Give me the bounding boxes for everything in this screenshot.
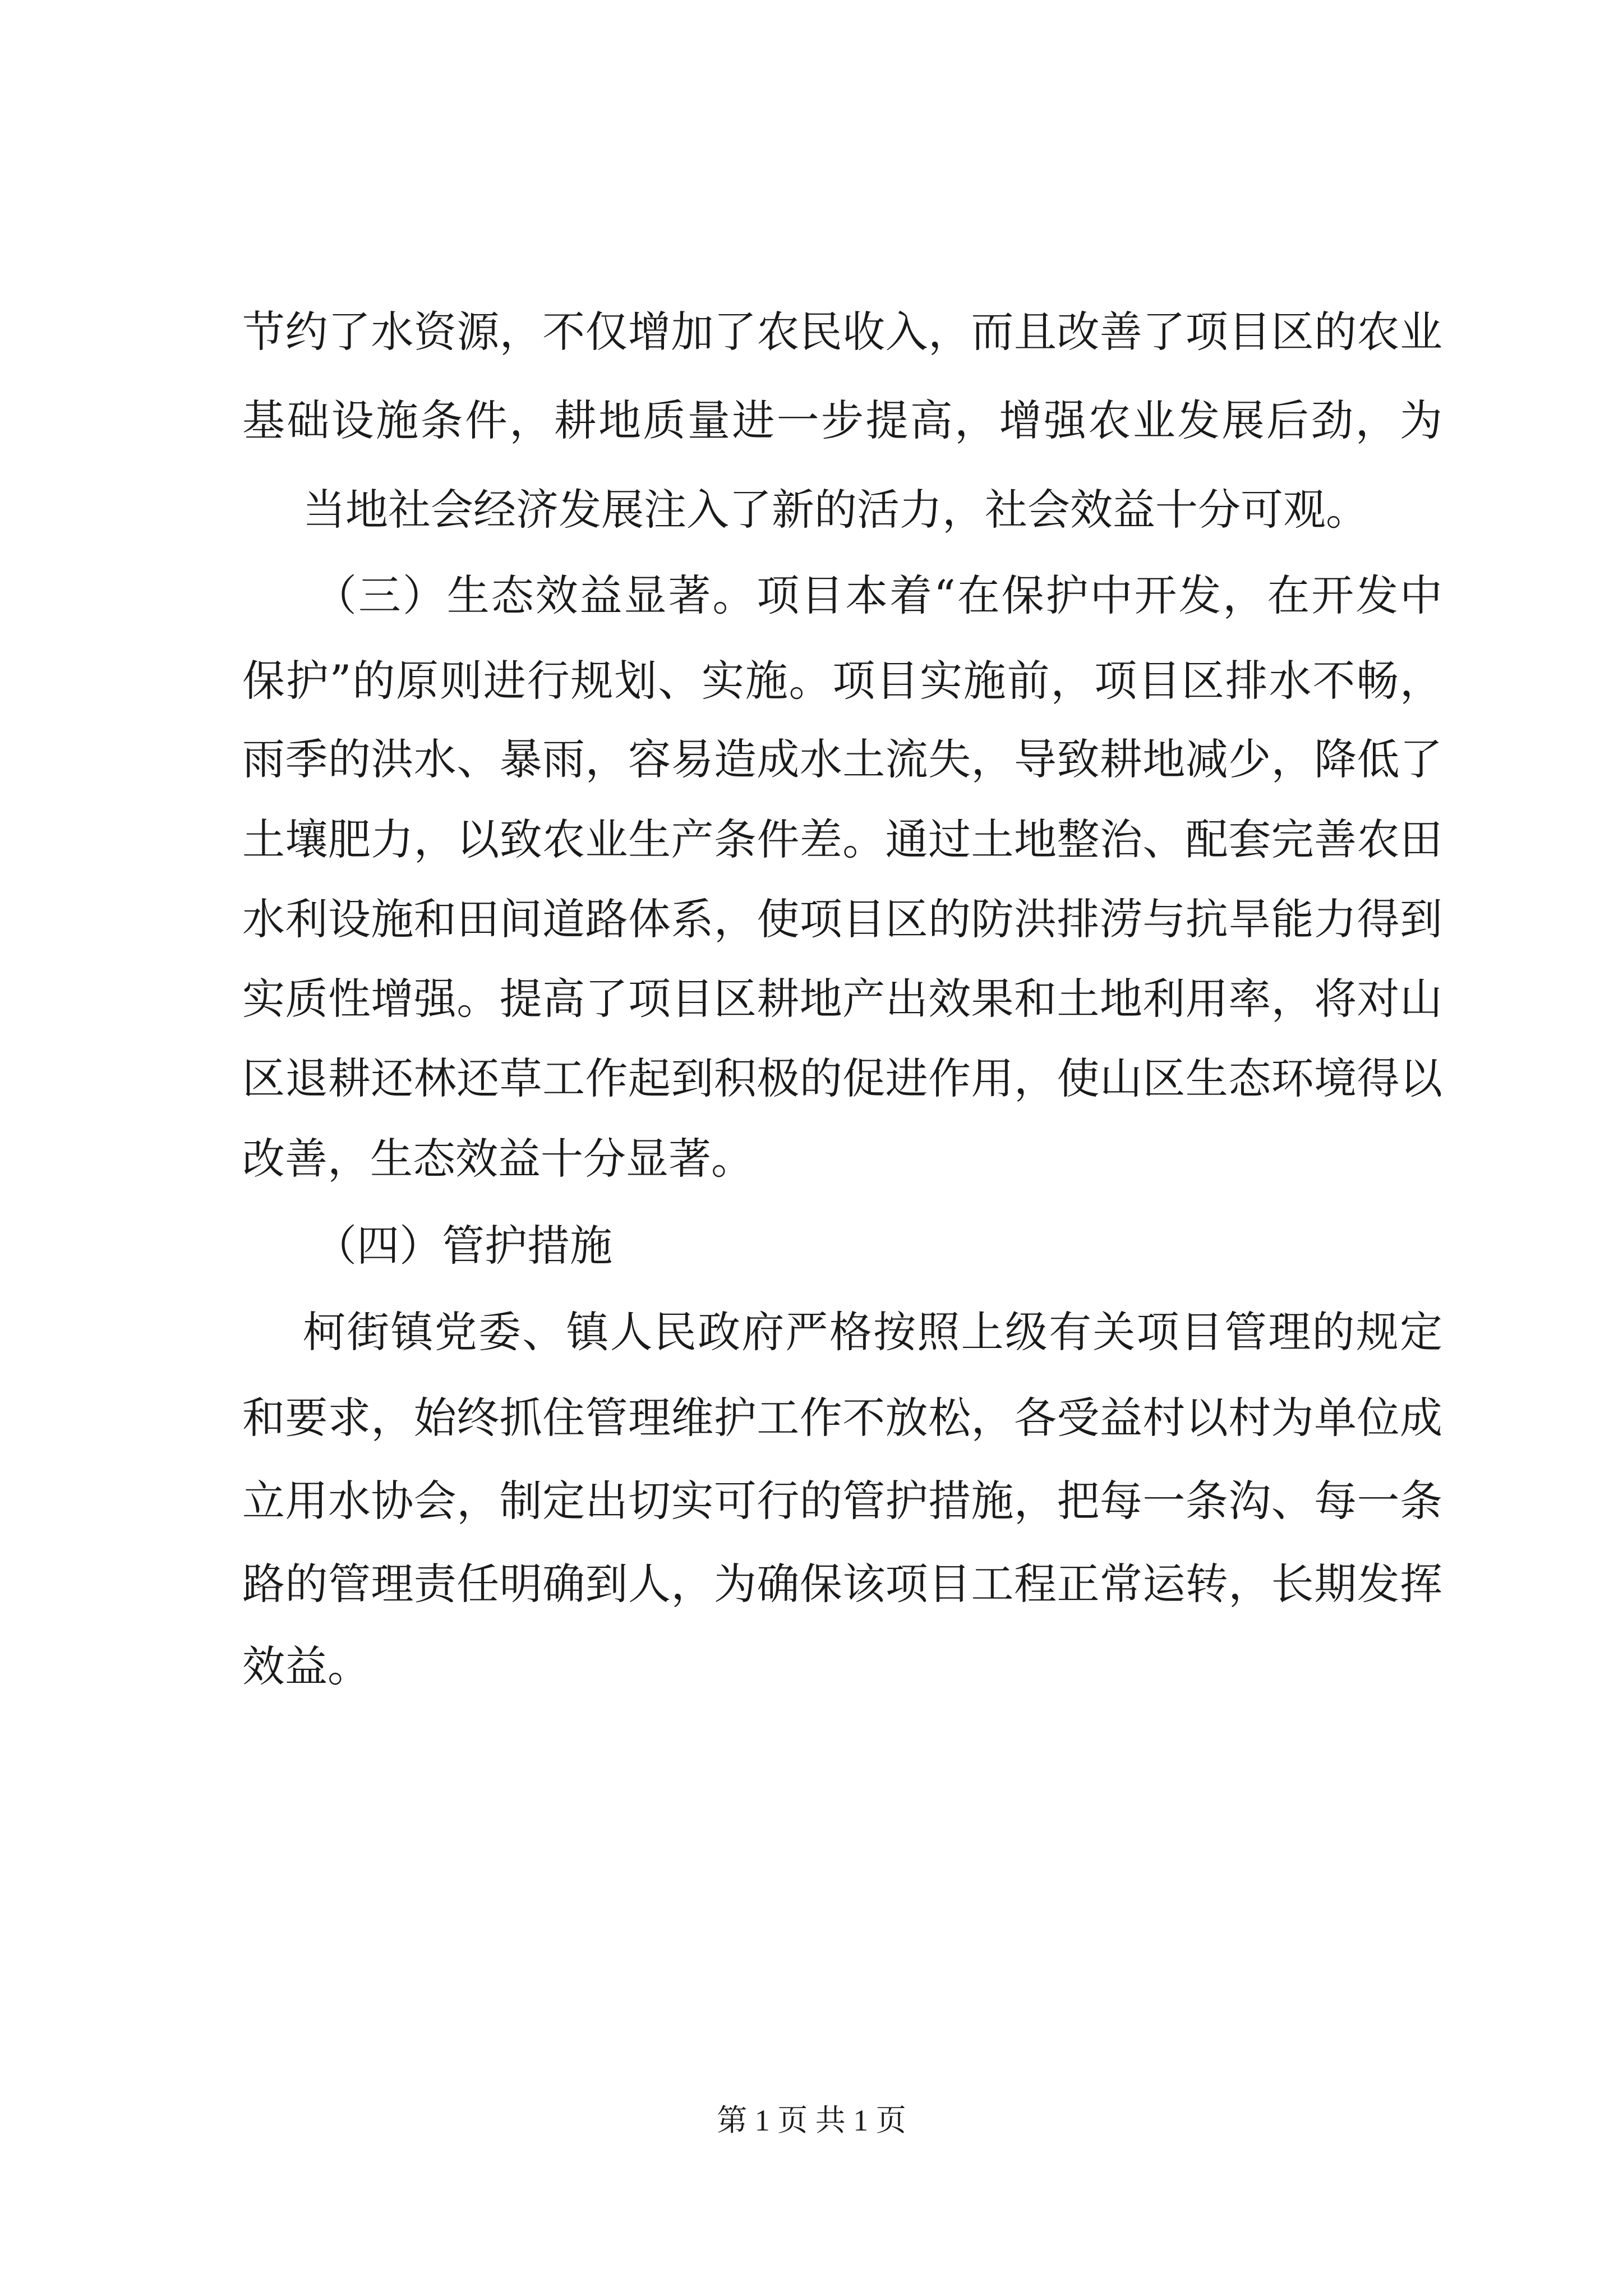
paragraph-line: 节约了水资源，不仅增加了农民收入，而且改善了项目区的农业: [242, 307, 1442, 357]
paragraph-line: 改善，生态效益十分显著。: [242, 1134, 754, 1184]
paragraph-line: 效益。: [242, 1641, 370, 1691]
paragraph-line: 区退耕还林还草工作起到积极的促进作用，使山区生态环境得以: [242, 1053, 1442, 1103]
section-three-heading-line: （三）生态效益显著。项目本着“在保护中开发，在开发中: [314, 570, 1442, 620]
paragraph-line: 和要求，始终抓住管理维护工作不放松，各受益村以村为单位成: [242, 1393, 1442, 1443]
paragraph-line: 立用水协会，制定出切实可行的管护措施，把每一条沟、每一条: [242, 1476, 1442, 1526]
paragraph-line: 土壤肥力，以致农业生产条件差。通过土地整治、配套完善农田: [242, 815, 1442, 864]
paragraph-line: 实质性增强。提高了项目区耕地产出效果和土地利用率，将对山: [242, 974, 1442, 1024]
paragraph-line: 基础设施条件，耕地质量进一步提高，增强农业发展后劲，为: [242, 395, 1442, 445]
paragraph-line: 柯街镇党委、镇人民政府严格按照上级有关项目管理的规定: [303, 1307, 1442, 1357]
section-four-heading: （四）管护措施: [314, 1221, 612, 1271]
paragraph-line: 当地社会经济发展注入了新的活力，社会效益十分可观。: [303, 485, 1368, 535]
paragraph-line: 雨季的洪水、暴雨，容易造成水土流失，导致耕地减少，降低了: [242, 734, 1442, 784]
paragraph-line: 水利设施和田间道路体系，使项目区的防洪排涝与抗旱能力得到: [242, 894, 1442, 944]
paragraph-line: 保护”的原则进行规划、实施。项目实施前，项目区排水不畅，: [242, 656, 1442, 706]
page-number-footer: 第 1 页 共 1 页: [717, 2104, 906, 2137]
paragraph-line: 路的管理责任明确到人，为确保该项目工程正常运转，长期发挥: [242, 1559, 1442, 1609]
